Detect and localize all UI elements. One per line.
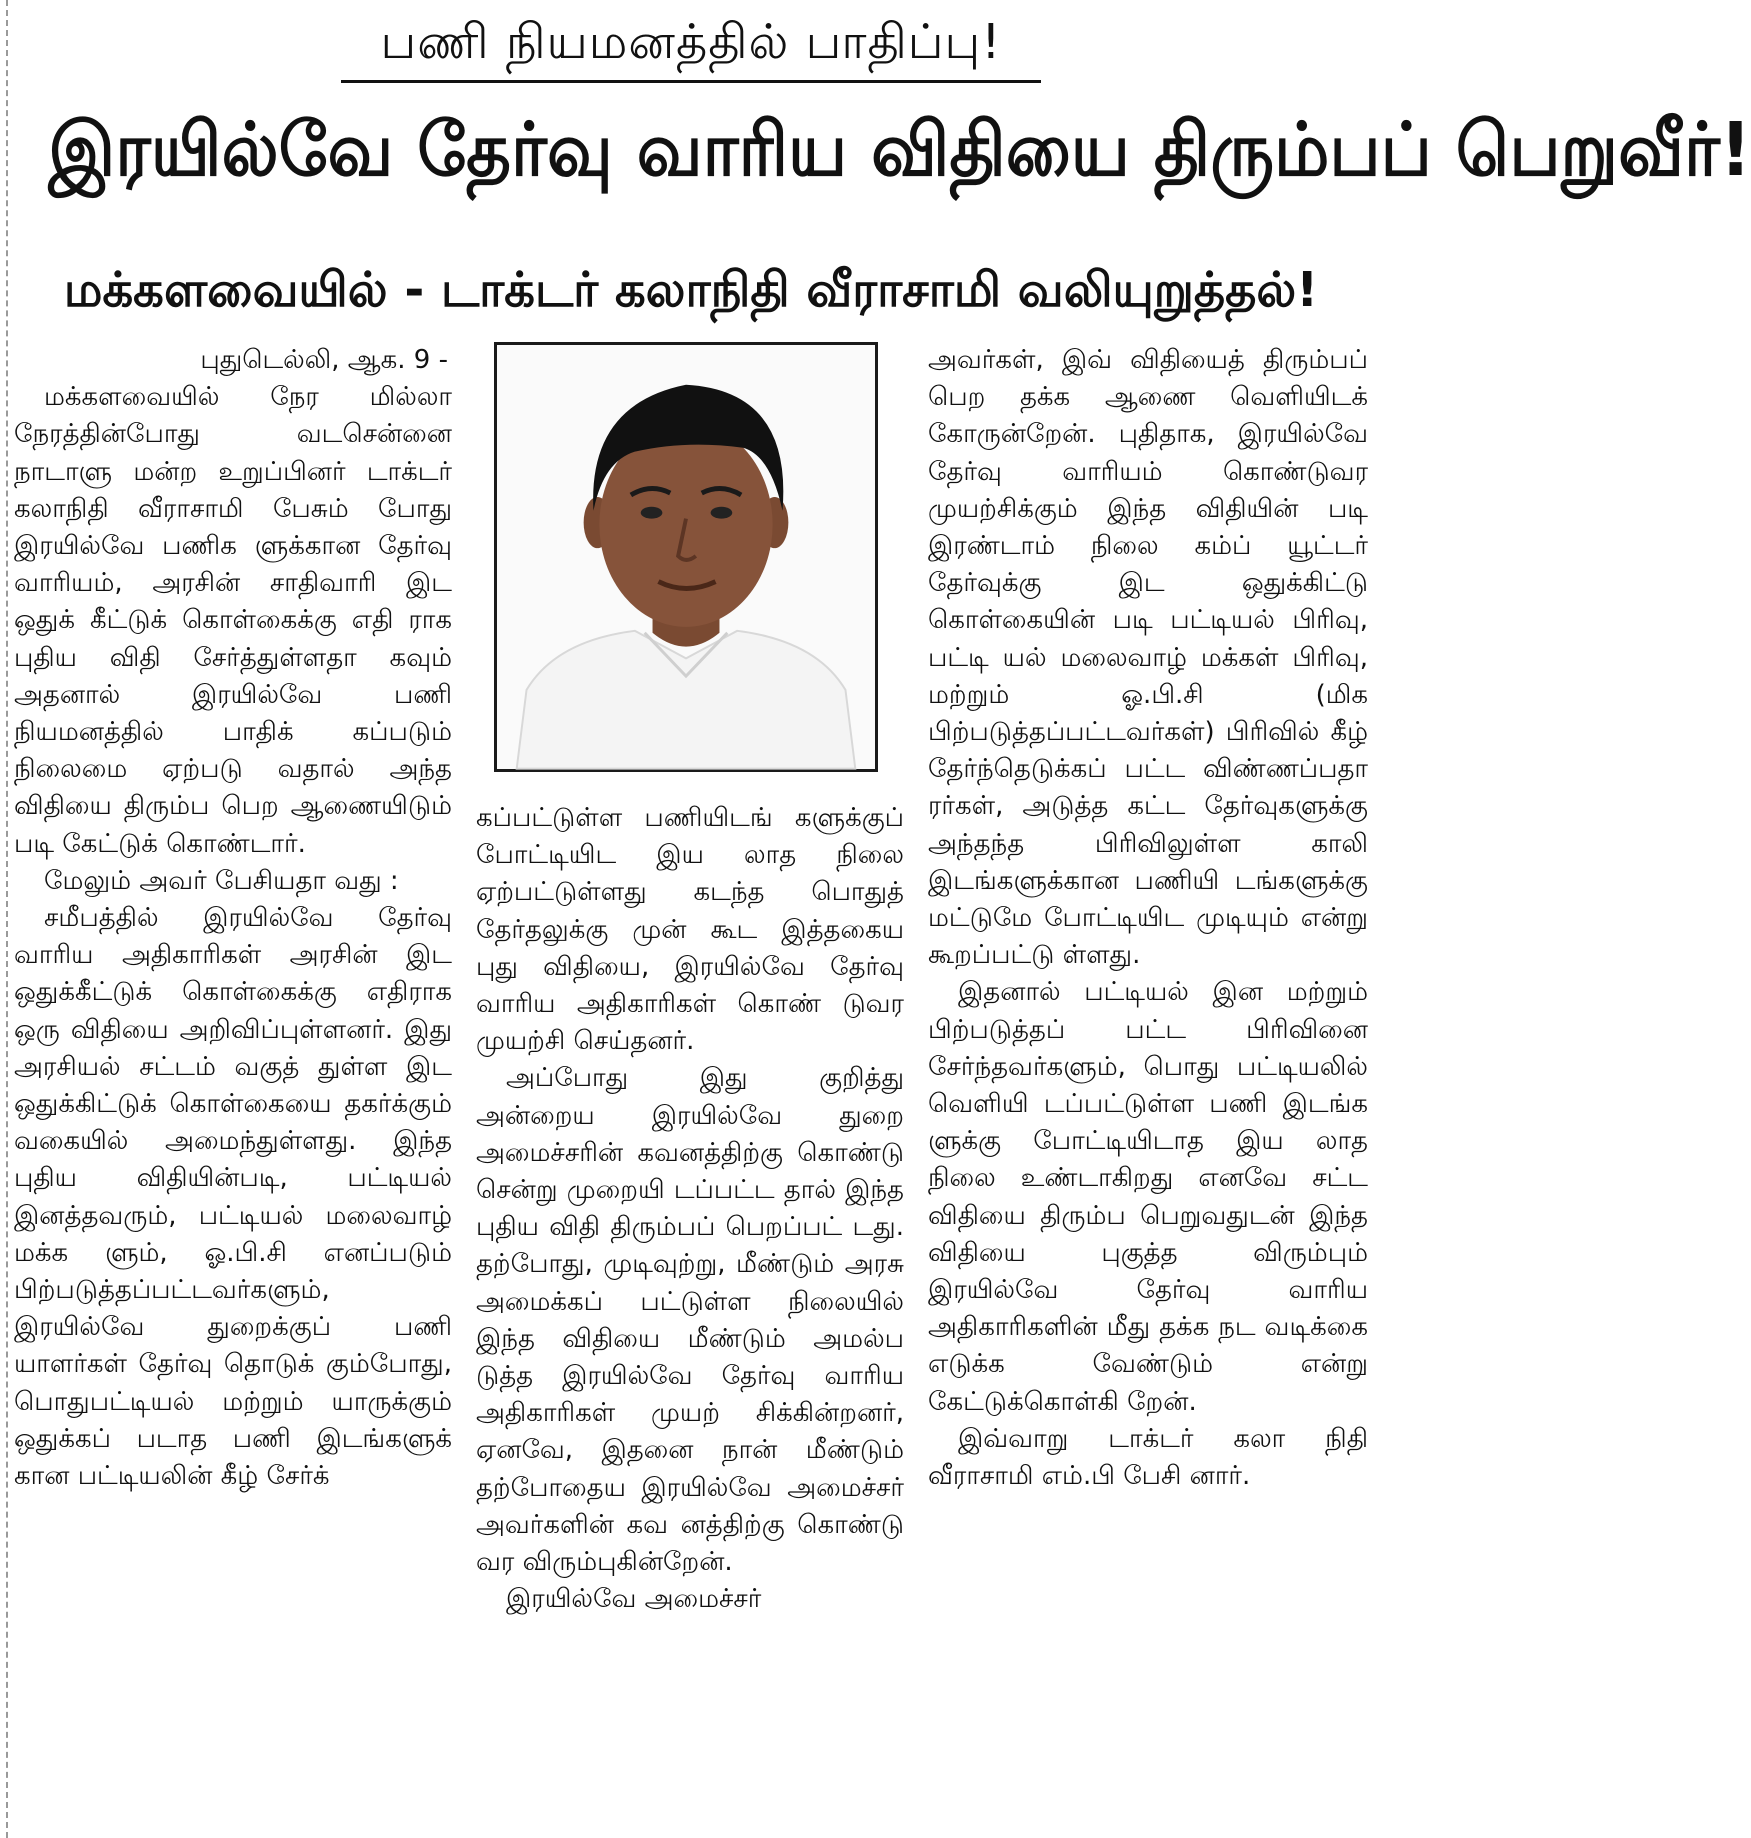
paragraph: அவர்கள், இவ் விதியைத் திரும்பப் பெற தக்க ஆணை வெளியிடக் கோருன்றேன். புதிதாக, இரயில்வே தேர்வு வாரியம் கொண்டுவர முயற்சிக்கும் இந்த விதியின் படி இரண்டாம் நிலை கம்ப் யூட்டர் தேர்வுக்கு இட ஒதுக்கிட்டு கொள்கையின் படி பட்டியல் பிரிவு, பட்டி யல் மலைவாழ் மக்கள் பிரிவு, மற்றும் ஓ.பி.சி (மிக பிற்படுத்தப்பட்டவர்கள்) பிரிவில் கீழ் தேர்ந்தெடுக்கப் பட்ட விண்ணப்பதா ரர்கள், அடுத்த கட்ட தேர்வுகளுக்கு அந்தந்த பிரிவிலுள்ள காலி இடங்களுக்கான பணியி டங்களுக்கு மட்டுமே போட்டியிட முடியும் என்று கூறப்பட்டு ள்ளது.	[928, 345, 1368, 971]
paragraph: மேலும் அவர் பேசியதா வது :	[44, 865, 399, 896]
paragraph: கப்பட்டுள்ள பணியிடங் களுக்குப் போட்டியிட இய லாத நிலை ஏற்பட்டுள்ளது கடந்த பொதுத் தேர்தலுக்கு முன் கூட இத்தகைய புது விதியை, இரயில்வே தேர்வு வாரிய அதிகாரிகள் கொண் டுவர முயற்சி செய்தனர்.	[476, 803, 904, 1057]
kicker-headline	[0, 14, 1382, 83]
paragraph: இவ்வாறு டாக்டர் கலா நிதி வீராசாமி எம்.பி பேசி னார்.	[928, 1423, 1368, 1492]
article-column-2	[476, 800, 904, 1834]
portrait-photo	[494, 342, 878, 772]
article-column-1	[14, 342, 452, 1834]
dateline: புதுடெல்லி, ஆக. 9 -	[200, 345, 448, 375]
kicker-text: பணி நியமனத்தில் பாதிப்பு!	[341, 14, 1042, 83]
paragraph: இதனால் பட்டியல் இன மற்றும் பிற்படுத்தப் பட்ட பிரிவினை சேர்ந்தவர்களும், பொது பட்டியலில் வெளியி டப்பட்டுள்ள பணி இடங்க ளுக்கு போட்டியிடாத இய லாத நிலை உண்டாகிறது எனவே சட்ட விதியை திரும்ப பெறுவதுடன் இந்த விதியை புகுத்த விரும்பும் இரயில்வே தேர்வு வாரிய அதிகாரிகளின் மீது தக்க நட வடிக்கை எடுக்க வேண்டும் என்று கேட்டுக்கொள்கி றேன்.	[928, 977, 1368, 1417]
paragraph: இரயில்வே அமைச்சர்	[506, 1584, 762, 1615]
subheadline: மக்களவையில் - டாக்டர் கலாநிதி வீராசாமி வலியுறுத்தல்!	[63, 262, 1319, 318]
person-portrait-icon	[497, 345, 875, 769]
paragraph: மக்களவையில் நேர மில்லா நேரத்தின்போது வடசென்னை நாடாளு மன்ற உறுப்பினர் டாக்டர் கலாநிதி வீராசாமி பேசும் போது இரயில்வே பணிக ளுக்கான தேர்வு வாரியம், அரசின் சாதிவாரி இட ஒதுக் கீட்டுக் கொள்கைக்கு எதி ராக புதிய விதி சேர்த்துள்ளதா கவும் அதனால் இரயில்வே பணி நியமனத்தில் பாதிக் கப்படும் நிலைமை ஏற்படு வதால் அந்த விதியை திரும்ப பெற ஆணையிடும் படி கேட்டுக் கொண்டார்.	[14, 382, 452, 859]
article-column-3	[928, 342, 1368, 1834]
paragraph: அப்போது இது குறித்து அன்றைய இரயில்வே துறை அமைச்சரின் கவனத்திற்கு கொண்டு சென்று முறையி டப்பட்ட தால் இந்த புதிய விதி திரும்பப் பெறப்பட் டது. தற்போது, முடிவுற்று, மீண்டும் அரசு அமைக்கப் பட்டுள்ள நிலையில் இந்த விதியை மீண்டும் அமல்ப டுத்த இரயில்வே தேர்வு வாரிய அதிகாரிகள் முயற் சிக்கின்றனர், ஏனவே, இதனை நான் மீண்டும் தற்போதைய இரயில்வே அமைச்சர் அவர்களின் கவ னத்திற்கு கொண்டு வர விரும்புகின்றேன்.	[476, 1063, 904, 1578]
paragraph: சமீபத்தில் இரயில்வே தேர்வு வாரிய அதிகாரிகள் அரசின் இட ஒதுக்கீட்டுக் கொள்கைக்கு எதிராக ஒரு விதியை அறிவிப்புள்ளனர். இது அரசியல் சட்டம் வகுத் துள்ள இட ஒதுக்கிட்டுக் கொள்கையை தகர்க்கும் வகையில் அமைந்துள்ளது. இந்த புதிய விதியின்படி, பட்டியல் இனத்தவரும், பட்டியல் மலைவாழ் மக்க ளும், ஓ.பி.சி எனப்படும் பிற்படுத்தப்பட்டவர்களும், இரயில்வே துறைக்குப் பணி யாளர்கள் தேர்வு தொடுக் கும்போது, பொதுபட்டியல் மற்றும் யாருக்கும் ஒதுக்கப் படாத பணி இடங்களுக் கான பட்டியலின் கீழ் சேர்க்	[14, 903, 452, 1492]
main-headline: இரயில்வே தேர்வு வாரிய விதியை திரும்பப் பெறுவீர்!	[48, 107, 1751, 193]
